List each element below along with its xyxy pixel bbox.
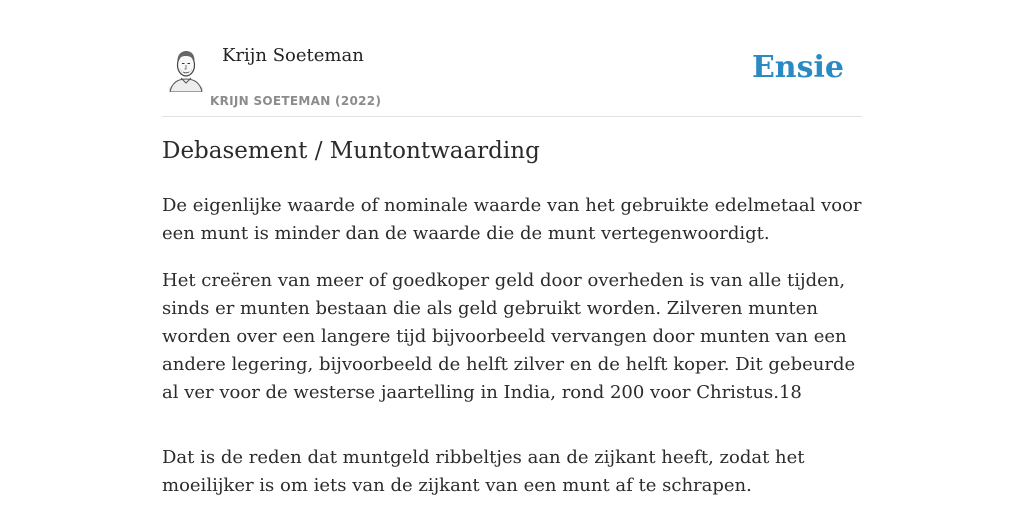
article-paragraph: Dat is de reden dat muntgeld ribbeltjes aan de zijkant heeft, zodat het moeilijker is om iets van de zijkant van een munt af te schrapen. [162, 447, 805, 496]
author-name[interactable]: Krijn Soeteman [222, 45, 364, 66]
article-card [162, 0, 862, 512]
article-paragraph: De eigenlijke waarde of nominale waarde van het gebruikte edelmetaal voor een munt is minder dan de waarde die de munt vertegenwoordigt. [162, 195, 862, 244]
author-avatar-icon[interactable] [164, 48, 208, 92]
author-header [162, 0, 862, 117]
ensie-logo[interactable]: Ensie [751, 50, 844, 85]
author-credit: KRIJN SOETEMAN (2022) [210, 94, 382, 108]
article-paragraph: Het creëren van meer of goedkoper geld door overheden is van alle tijden, sinds er munten bestaan die als geld gebruikt worden. Zilveren munten worden over een langere tijd bijvoorbeeld vervangen door munten van een andere legering, bijvoorbeeld de helft zilver en de helft koper. Dit gebeurde al ver voor de westerse jaartelling in India, rond 200 voor Christus.18 [162, 270, 856, 403]
article-body [162, 192, 864, 519]
article-title: Debasement / Muntontwaarding [162, 138, 540, 164]
